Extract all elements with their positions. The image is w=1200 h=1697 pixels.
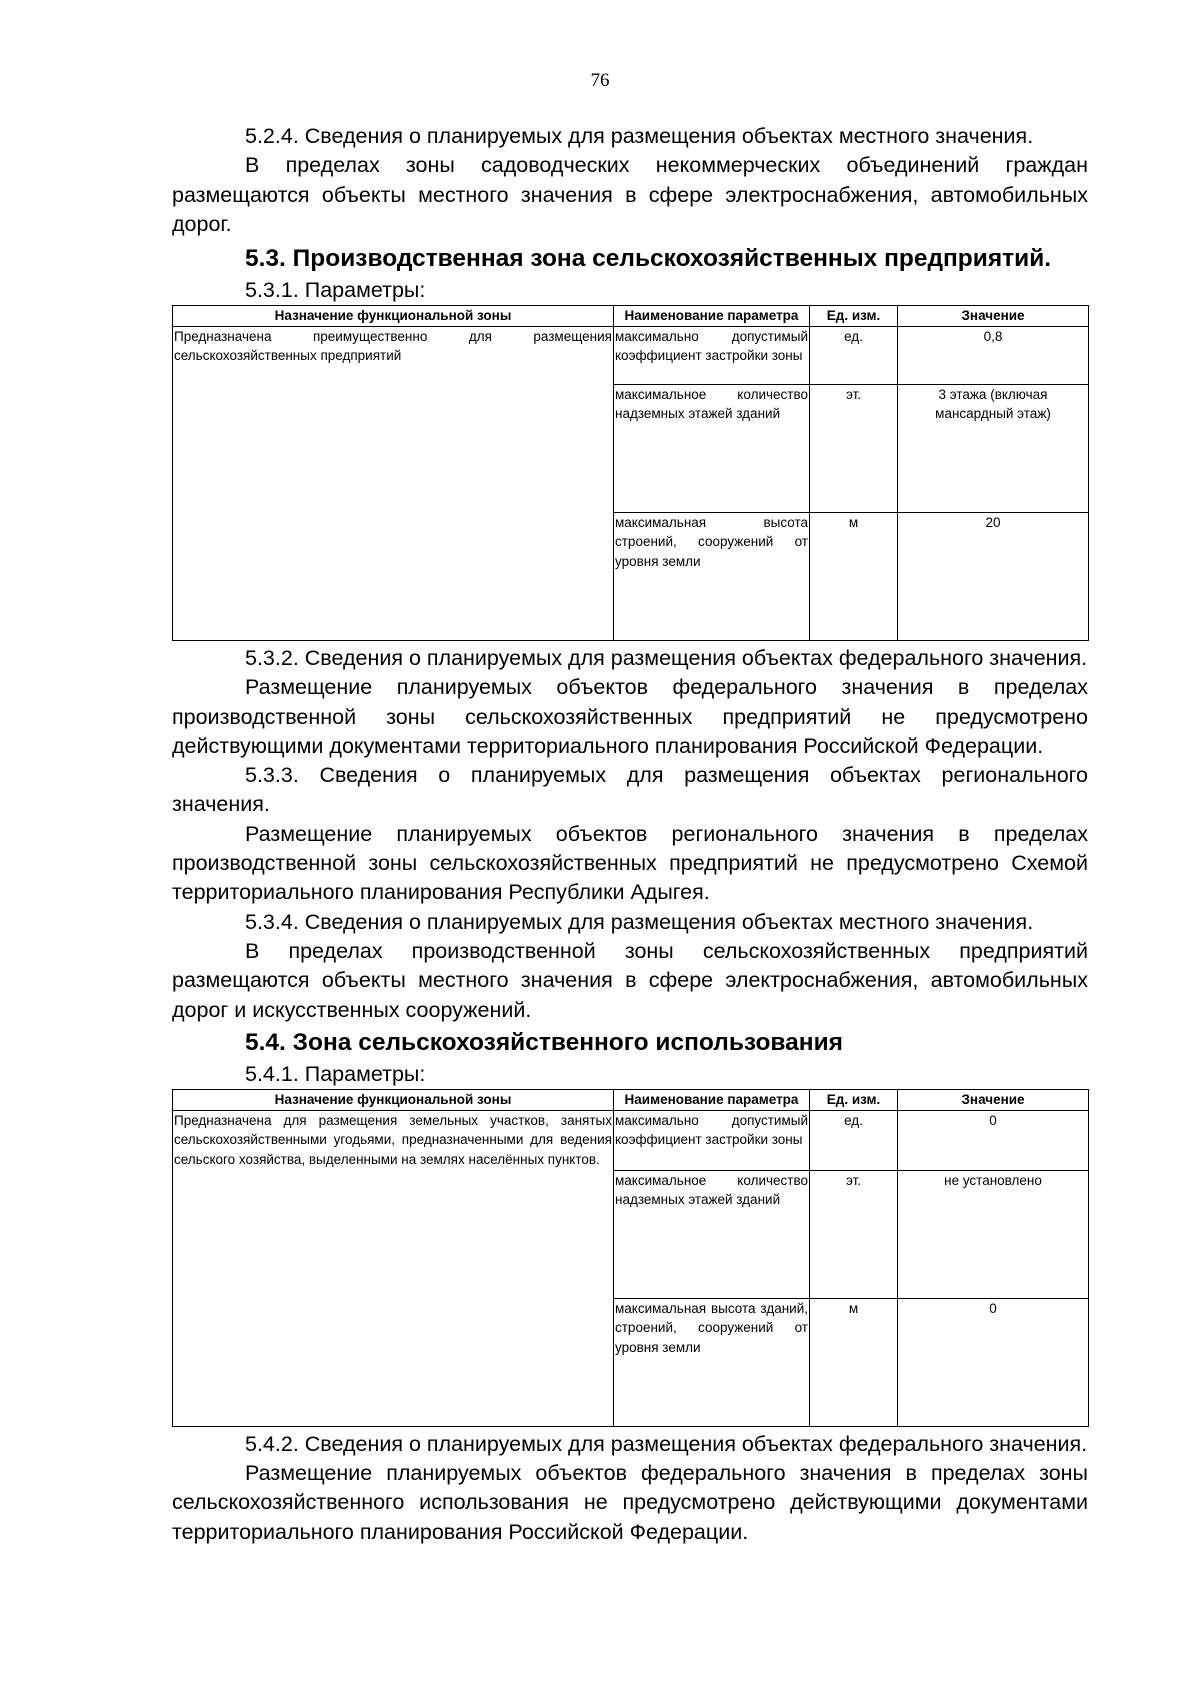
paragraph: 5.4.2. Сведения о планируемых для размещения объектах федерального значения.: [245, 1431, 1088, 1456]
column-header: Наименование параметра: [614, 306, 810, 327]
column-header: Назначение функциональной зоны: [173, 1090, 614, 1111]
parameters-table: [172, 1089, 1089, 1427]
subsection-label: 5.3.1. Параметры:: [245, 278, 426, 303]
parameters-table: [172, 305, 1089, 641]
parameter-name: максимальная высота строений, сооружений от уровня земли: [614, 512, 810, 640]
table-row: [173, 326, 1089, 384]
parameter-value: 0: [898, 1298, 1089, 1426]
parameter-name: максимально допустимый коэффициент застройки зоны: [614, 1110, 810, 1170]
column-header: Наименование параметра: [614, 1090, 810, 1111]
parameter-name: максимальное количество надземных этажей зданий: [614, 1170, 810, 1298]
paragraph: 5.3.3. Сведения о планируемых для размещения объектах регионального значения.: [172, 763, 1088, 817]
paragraph: 5.3.2. Сведения о планируемых для размещения объектах федерального значения.: [245, 645, 1088, 670]
column-header: Значение: [898, 1090, 1089, 1111]
parameter-value: 0,8: [898, 326, 1089, 384]
column-header: Назначение функциональной зоны: [173, 306, 614, 327]
parameter-unit: эт.: [810, 384, 898, 512]
zone-description: Предназначена преимущественно для размещения сельскохозяйственных предприятий: [173, 326, 614, 640]
parameter-value: 0: [898, 1110, 1089, 1170]
page-number: 76: [590, 70, 610, 91]
parameter-value: не установлено: [898, 1170, 1089, 1298]
paragraph: Размещение планируемых объектов федерального значения в пределах зоны сельскохозяйственного использования не предусмотрено действующими документами территориального планирования Российской Федерации.: [172, 1460, 1088, 1544]
parameter-name: максимальная высота зданий, строений, сооружений от уровня земли: [614, 1298, 810, 1426]
subsection-label: 5.4.1. Параметры:: [245, 1061, 426, 1086]
paragraph: 5.2.4. Сведения о планируемых для размещения объектах местного значения.: [245, 124, 1034, 148]
column-header: Ед. изм.: [810, 306, 898, 327]
paragraph: В пределах производственной зоны сельскохозяйственных предприятий размещаются объекты местного значения в сфере электроснабжения, автомобильных дорог и искусственных сооружений.: [172, 938, 1088, 1022]
paragraph: Размещение планируемых объектов регионального значения в пределах производственной зоны сельскохозяйственных предприятий не предусмотрено Схемой территориального планирования Республики Адыгея.: [172, 821, 1088, 905]
column-header: Ед. изм.: [810, 1090, 898, 1111]
table-header-row: [173, 306, 1089, 327]
parameter-name: максимальное количество надземных этажей зданий: [614, 384, 810, 512]
paragraph: 5.3.4. Сведения о планируемых для размещения объектах местного значения.: [245, 909, 1034, 934]
parameter-name: максимально допустимый коэффициент застройки зоны: [614, 326, 810, 384]
parameter-unit: м: [810, 512, 898, 640]
parameter-unit: м: [810, 1298, 898, 1426]
paragraph: Размещение планируемых объектов федерального значения в пределах производственной зоны сельскохозяйственных предприятий не предусмотрено действующими документами территориального планирования Российской Федерации.: [172, 675, 1088, 758]
column-header: Значение: [898, 306, 1089, 327]
parameter-unit: ед.: [810, 326, 898, 384]
paragraph: В пределах зоны садоводческих некоммерческих объединений граждан размещаются объекты местного значения в сфере электроснабжения, автомобильных дорог.: [172, 153, 1088, 236]
section-heading: 5.3. Производственная зона сельскохозяйственных предприятий.: [245, 245, 1052, 273]
section-heading: 5.4. Зона сельскохозяйственного использования: [245, 1028, 843, 1056]
parameter-value: 3 этажа (включая мансардный этаж): [898, 384, 1089, 512]
parameter-unit: эт.: [810, 1170, 898, 1298]
table-row: [173, 1110, 1089, 1170]
table-header-row: [173, 1090, 1089, 1111]
document-body: [172, 122, 1088, 1547]
parameter-unit: ед.: [810, 1110, 898, 1170]
parameter-value: 20: [898, 512, 1089, 640]
zone-description: Предназначена для размещения земельных участков, занятых сельскохозяйственными угодьями, предназначенными для ведения сельского хозяйства, выделенными на землях населённых пунктов.: [173, 1110, 614, 1426]
